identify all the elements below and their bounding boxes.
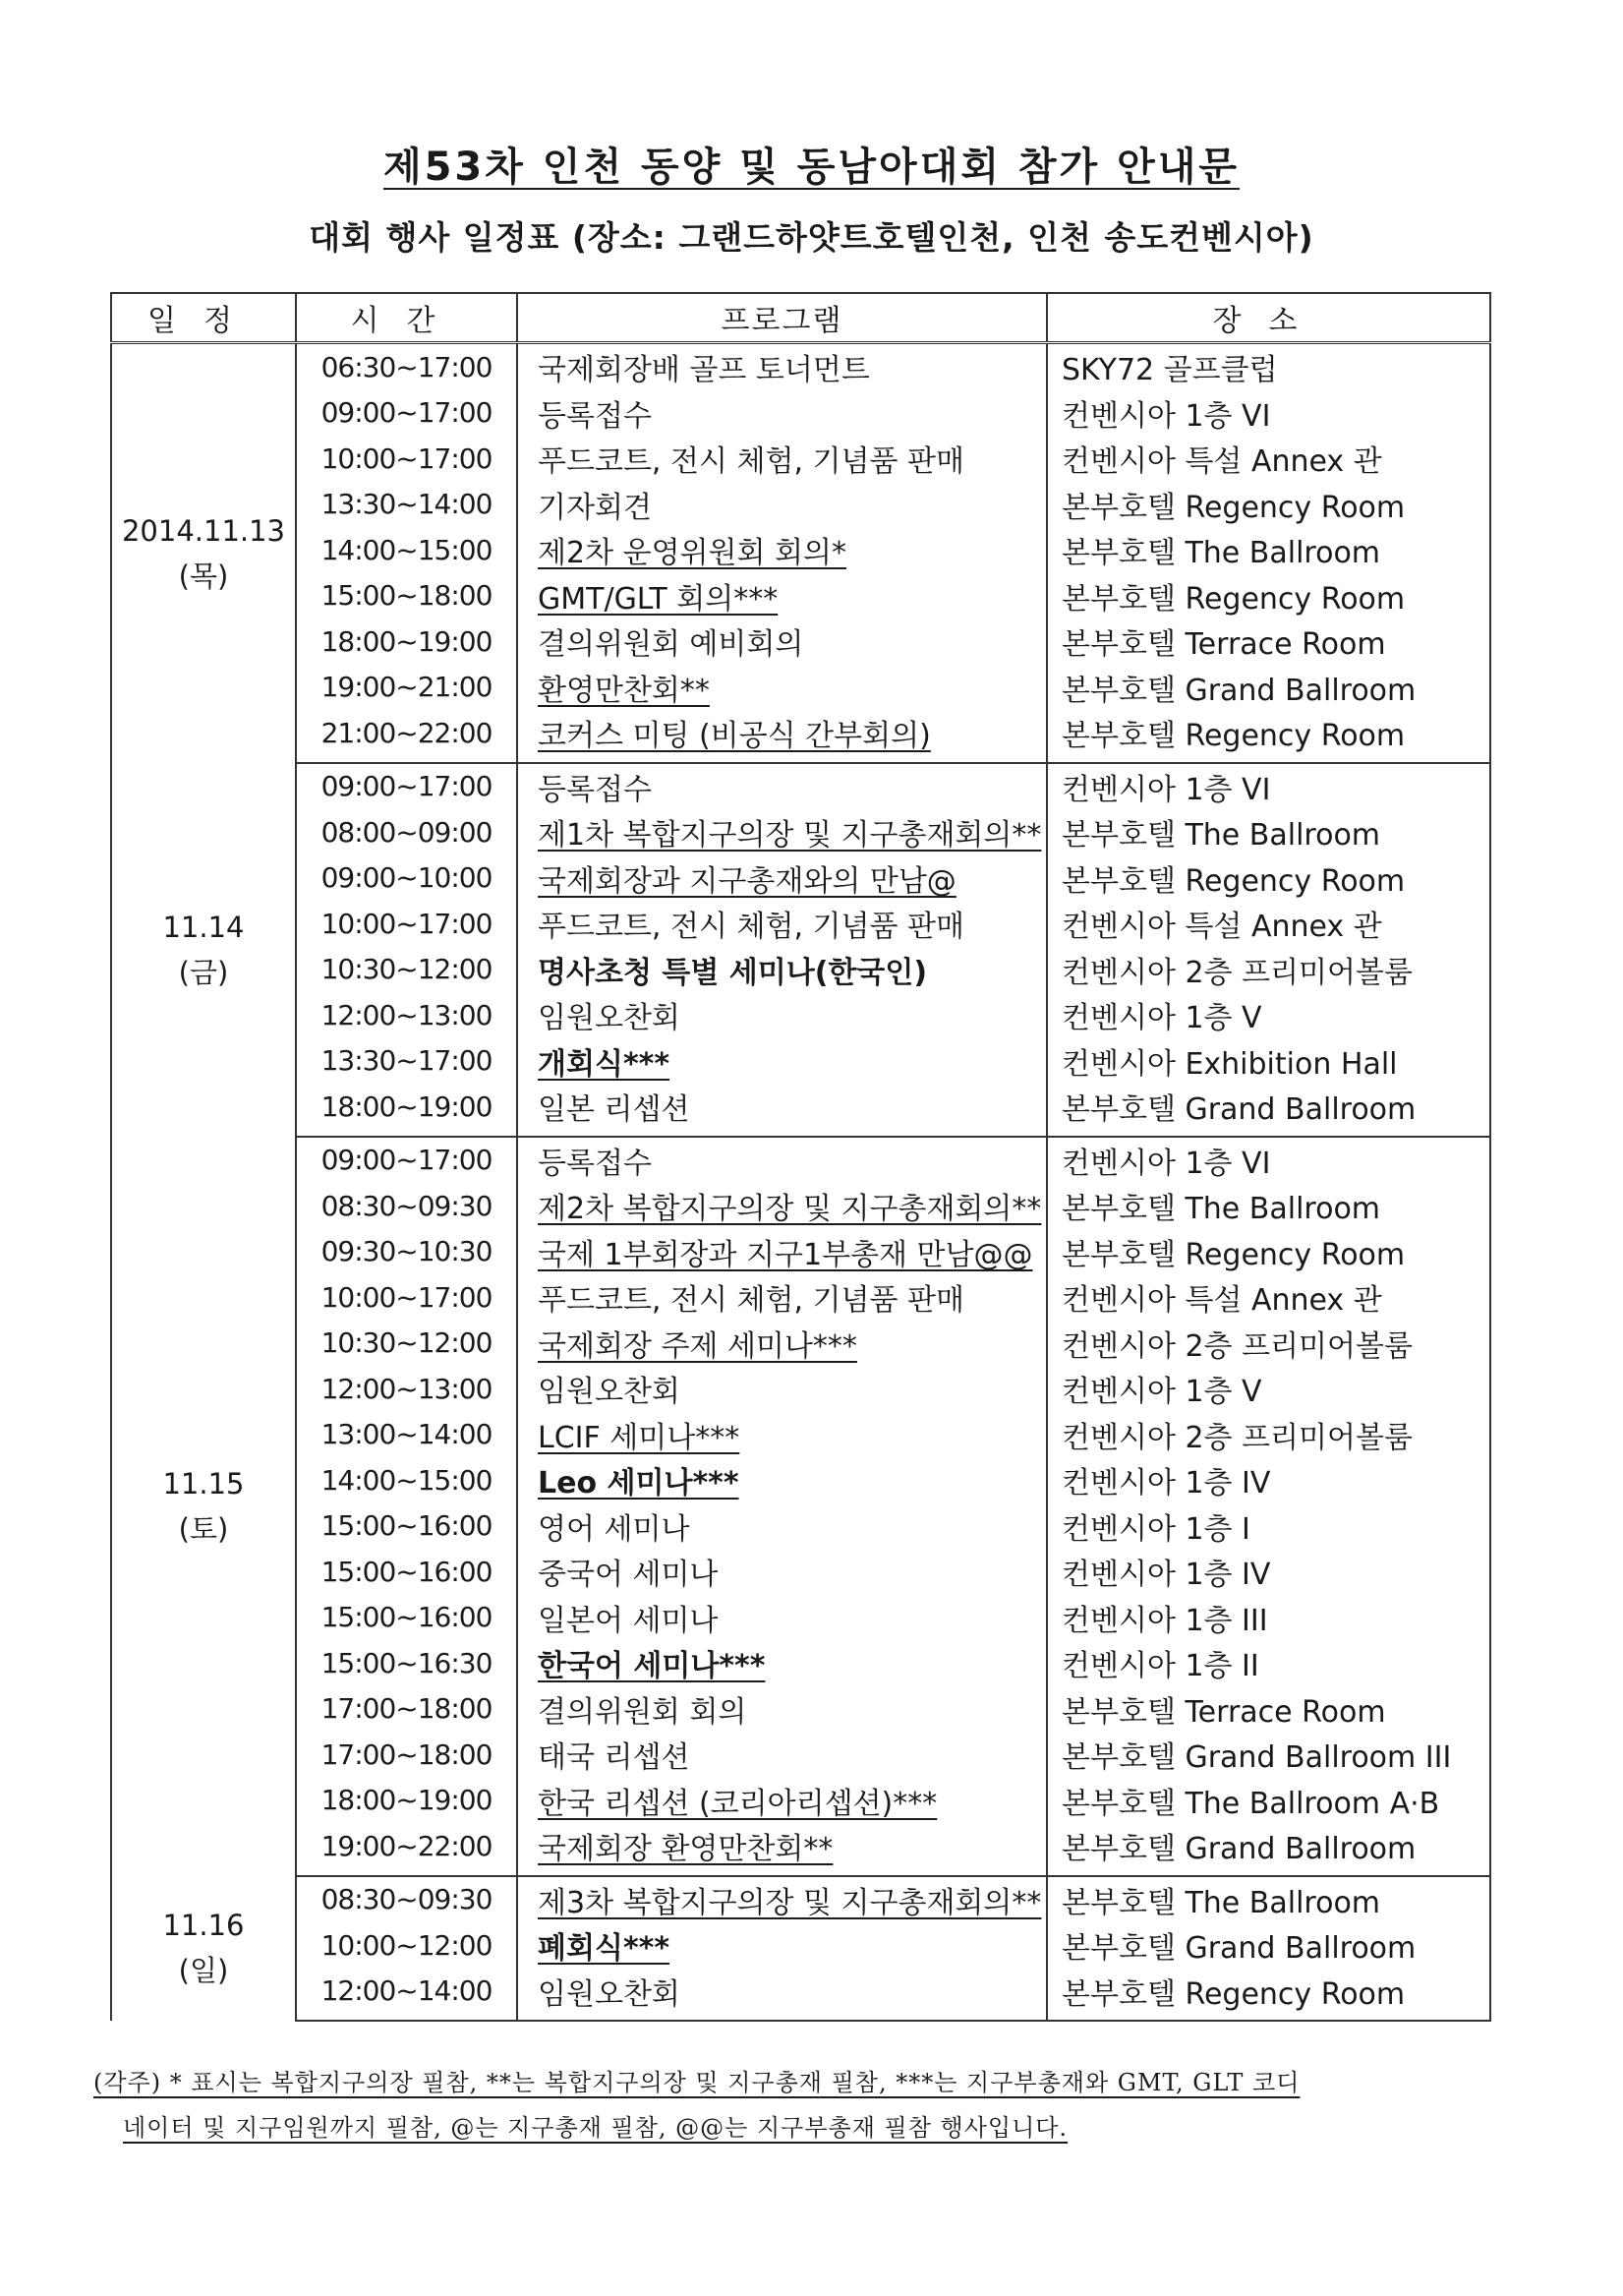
- program-cell: [517, 1229, 1047, 1275]
- place-cell: 본부호텔 Regency Room: [1047, 573, 1490, 619]
- place-cell: 본부호텔 Terrace Room: [1047, 618, 1490, 665]
- program-name: 결의위원회 회의: [538, 1694, 747, 1730]
- time-cell: 10:00~12:00: [296, 1922, 517, 1969]
- program-name: 결의위원회 예비회의: [538, 627, 804, 663]
- time-cell: 15:00~16:00: [296, 1549, 517, 1595]
- date-cell: [111, 763, 296, 1137]
- place-cell: 컨벤시아 1층 II: [1047, 1640, 1490, 1686]
- place-cell: 본부호텔 Grand Ballroom: [1047, 1084, 1490, 1137]
- place-cell: 컨벤시아 특설 Annex 관: [1047, 436, 1490, 482]
- table-row: [111, 1595, 1490, 1641]
- document-subtitle: 대회 행사 일정표 (장소: 그랜드하얏트호텔인천, 인천 송도컨벤시아): [309, 218, 1314, 257]
- program-name: 임원오찬회: [538, 1375, 680, 1410]
- program-cell: [517, 1640, 1047, 1686]
- program-name: 제2차 운영위원회 회의*: [538, 536, 846, 571]
- program-cell: [517, 1084, 1047, 1137]
- program-name: 국제회장 주제 세미나***: [538, 1328, 857, 1364]
- schedule-day-group: [111, 1137, 1490, 1876]
- program-cell: [517, 1183, 1047, 1229]
- program-name: 태국 리셉션: [538, 1740, 690, 1776]
- time-cell: 12:00~13:00: [296, 1366, 517, 1412]
- program-cell: [517, 665, 1047, 711]
- time-cell: 10:30~12:00: [296, 947, 517, 993]
- place-cell: 본부호텔 Grand Ballroom: [1047, 665, 1490, 711]
- time-cell: 15:00~16:30: [296, 1640, 517, 1686]
- place-cell: SKY72 골프클럽: [1047, 343, 1490, 390]
- footnote: [93, 2060, 1529, 2150]
- time-cell: 08:30~09:30: [296, 1876, 517, 1923]
- table-row: [111, 947, 1490, 993]
- table-row: [111, 1922, 1490, 1969]
- program-cell: [517, 901, 1047, 947]
- place-cell: 본부호텔 Regency Room: [1047, 855, 1490, 902]
- program-cell: [517, 1686, 1047, 1733]
- table-row: [111, 1457, 1490, 1503]
- program-name: 푸드코트, 전시 체험, 기념품 판매: [538, 910, 964, 945]
- table-row: [111, 390, 1490, 437]
- program-cell: [517, 482, 1047, 528]
- time-cell: 18:00~19:00: [296, 618, 517, 665]
- program-name: 코커스 미팅 (비공식 간부회의): [538, 719, 931, 754]
- table-row: [111, 901, 1490, 947]
- program-name: 국제회장배 골프 토너먼트: [538, 353, 870, 388]
- footnote-line-2: 네이터 및 지구임원까지 필참, @는 지구총재 필참, @@는 지구부총재 필참 행사입니다.: [123, 2114, 1069, 2142]
- place-cell: 컨벤시아 1층 IV: [1047, 1457, 1490, 1503]
- place-cell: 컨벤시아 1층 VI: [1047, 390, 1490, 437]
- place-cell: 컨벤시아 1층 III: [1047, 1595, 1490, 1641]
- schedule-day-group: [111, 763, 1490, 1137]
- place-cell: 컨벤시아 2층 프리미어볼룸: [1047, 1412, 1490, 1458]
- program-cell: [517, 1969, 1047, 2022]
- program-name: 한국어 세미나***: [538, 1649, 766, 1684]
- time-cell: 19:00~22:00: [296, 1823, 517, 1876]
- table-row: [111, 1038, 1490, 1085]
- program-cell: [517, 809, 1047, 855]
- date-cell: [111, 1876, 296, 2022]
- table-row: [111, 1732, 1490, 1778]
- program-name: 영어 세미나: [538, 1511, 690, 1547]
- footnote-line-1: (각주) * 표시는 복합지구의장 필참, **는 복합지구의장 및 지구총재 필참, ***는 지구부총재와 GMT, GLT 코디: [93, 2069, 1301, 2096]
- schedule-day-group: [111, 1876, 1490, 2022]
- table-row: [111, 1137, 1490, 1184]
- time-cell: 13:30~17:00: [296, 1038, 517, 1085]
- table-row: [111, 992, 1490, 1038]
- table-row: [111, 1969, 1490, 2022]
- place-cell: 본부호텔 Regency Room: [1047, 1969, 1490, 2022]
- program-name: 국제회장과 지구총재와의 만남@: [538, 863, 956, 899]
- time-cell: 17:00~18:00: [296, 1686, 517, 1733]
- place-cell: 컨벤시아 2층 프리미어볼룸: [1047, 947, 1490, 993]
- place-cell: 컨벤시아 2층 프리미어볼룸: [1047, 1321, 1490, 1367]
- program-cell: [517, 1457, 1047, 1503]
- program-cell: [517, 763, 1047, 810]
- program-name: 국제 1부회장과 지구1부총재 만남@@: [538, 1237, 1033, 1272]
- time-cell: 09:00~17:00: [296, 763, 517, 810]
- program-cell: [517, 1876, 1047, 1923]
- weekday-value: (일): [178, 1954, 229, 1988]
- table-row: [111, 343, 1490, 390]
- program-name: 임원오찬회: [538, 1001, 680, 1036]
- time-cell: 21:00~22:00: [296, 710, 517, 763]
- program-name: 중국어 세미나: [538, 1558, 719, 1593]
- program-cell: [517, 618, 1047, 665]
- weekday-value: (목): [178, 559, 229, 593]
- program-cell: [517, 343, 1047, 390]
- time-cell: 18:00~19:00: [296, 1778, 517, 1824]
- time-cell: 19:00~21:00: [296, 665, 517, 711]
- program-name: LCIF 세미나***: [538, 1420, 740, 1455]
- place-cell: 컨벤시아 1층 IV: [1047, 1549, 1490, 1595]
- program-name: 명사초청 특별 세미나(한국인): [538, 955, 928, 990]
- place-cell: 컨벤시아 1층 VI: [1047, 763, 1490, 810]
- program-name: 등록접수: [538, 772, 652, 807]
- table-row: [111, 1084, 1490, 1137]
- place-cell: 본부호텔 Regency Room: [1047, 1229, 1490, 1275]
- place-cell: 본부호텔 Regency Room: [1047, 482, 1490, 528]
- time-cell: 09:00~10:00: [296, 855, 517, 902]
- place-cell: 본부호텔 Terrace Room: [1047, 1686, 1490, 1733]
- place-cell: 본부호텔 The Ballroom A·B: [1047, 1778, 1490, 1824]
- program-cell: [517, 1412, 1047, 1458]
- program-cell: [517, 1778, 1047, 1824]
- table-row: [111, 1366, 1490, 1412]
- program-name: 국제회장 환영만찬회**: [538, 1832, 834, 1867]
- program-name: 제3차 복합지구의장 및 지구총재회의**: [538, 1885, 1042, 1920]
- table-row: [111, 573, 1490, 619]
- table-row: [111, 1876, 1490, 1923]
- program-name: GMT/GLT 회의***: [538, 581, 779, 617]
- program-cell: [517, 1366, 1047, 1412]
- place-cell: 본부호텔 The Ballroom: [1047, 1183, 1490, 1229]
- place-cell: 컨벤시아 특설 Annex 관: [1047, 1274, 1490, 1321]
- place-cell: 본부호텔 Regency Room: [1047, 710, 1490, 763]
- time-cell: 10:00~17:00: [296, 436, 517, 482]
- table-row: [111, 1412, 1490, 1458]
- place-cell: 컨벤시아 1층 V: [1047, 1366, 1490, 1412]
- table-row: [111, 527, 1490, 573]
- table-row: [111, 855, 1490, 902]
- time-cell: 13:00~14:00: [296, 1412, 517, 1458]
- table-row: [111, 809, 1490, 855]
- time-cell: 09:30~10:30: [296, 1229, 517, 1275]
- program-cell: [517, 1549, 1047, 1595]
- table-row: [111, 436, 1490, 482]
- time-cell: 18:00~19:00: [296, 1084, 517, 1137]
- program-cell: [517, 710, 1047, 763]
- program-cell: [517, 992, 1047, 1038]
- table-row: [111, 1274, 1490, 1321]
- program-cell: [517, 1038, 1047, 1085]
- table-row: [111, 665, 1490, 711]
- header-time: 시간: [296, 293, 517, 343]
- time-cell: 15:00~16:00: [296, 1503, 517, 1550]
- program-name: 제2차 복합지구의장 및 지구총재회의**: [538, 1192, 1042, 1227]
- place-cell: 컨벤시아 특설 Annex 관: [1047, 901, 1490, 947]
- program-cell: [517, 1922, 1047, 1969]
- place-cell: 컨벤시아 1층 V: [1047, 992, 1490, 1038]
- program-cell: [517, 1503, 1047, 1550]
- program-cell: [517, 855, 1047, 902]
- time-cell: 12:00~13:00: [296, 992, 517, 1038]
- date-value: 11.16: [162, 1909, 245, 1943]
- schedule-day-group: [111, 343, 1490, 763]
- date-value: 11.14: [162, 910, 245, 944]
- place-cell: 본부호텔 Grand Ballroom: [1047, 1922, 1490, 1969]
- place-cell: 컨벤시아 Exhibition Hall: [1047, 1038, 1490, 1085]
- header-place: 장소: [1047, 293, 1490, 343]
- time-cell: 09:00~17:00: [296, 1137, 517, 1184]
- program-name: 등록접수: [538, 398, 652, 434]
- time-cell: 17:00~18:00: [296, 1732, 517, 1778]
- program-name: 환영만찬회**: [538, 673, 710, 708]
- time-cell: 15:00~18:00: [296, 573, 517, 619]
- table-header: [111, 293, 1490, 343]
- table-row: [111, 1229, 1490, 1275]
- table-row: [111, 763, 1490, 810]
- place-cell: 본부호텔 The Ballroom: [1047, 1876, 1490, 1923]
- time-cell: 15:00~16:00: [296, 1595, 517, 1641]
- table-row: [111, 1823, 1490, 1876]
- time-cell: 08:30~09:30: [296, 1183, 517, 1229]
- table-row: [111, 1686, 1490, 1733]
- place-cell: 본부호텔 The Ballroom: [1047, 809, 1490, 855]
- header-date: 일정: [111, 293, 296, 343]
- program-name: 한국 리셉션 (코리아리셉션)***: [538, 1786, 938, 1821]
- time-cell: 09:00~17:00: [296, 390, 517, 437]
- program-cell: [517, 436, 1047, 482]
- table-row: [111, 482, 1490, 528]
- table-row: [111, 618, 1490, 665]
- date-cell: [111, 1137, 296, 1876]
- place-cell: 본부호텔 The Ballroom: [1047, 527, 1490, 573]
- schedule-table: [110, 292, 1491, 2022]
- table-row: [111, 1549, 1490, 1595]
- program-cell: [517, 947, 1047, 993]
- program-name: 일본 리셉션: [538, 1092, 690, 1128]
- time-cell: 10:00~17:00: [296, 1274, 517, 1321]
- date-value: 11.15: [162, 1466, 245, 1501]
- program-name: 폐회식***: [538, 1931, 670, 1967]
- program-name: 푸드코트, 전시 체험, 기념품 판매: [538, 444, 964, 480]
- program-cell: [517, 527, 1047, 573]
- program-name: 등록접수: [538, 1146, 652, 1181]
- document-title: 제53차 인천 동양 및 동남아대회 참가 안내문: [382, 145, 1241, 190]
- weekday-value: (토): [178, 1511, 229, 1546]
- program-name: 개회식***: [538, 1046, 670, 1082]
- program-cell: [517, 573, 1047, 619]
- time-cell: 14:00~15:00: [296, 527, 517, 573]
- time-cell: 06:30~17:00: [296, 343, 517, 390]
- program-cell: [517, 1274, 1047, 1321]
- table-row: [111, 710, 1490, 763]
- program-name: Leo 세미나***: [538, 1466, 739, 1501]
- time-cell: 10:30~12:00: [296, 1321, 517, 1367]
- program-cell: [517, 1321, 1047, 1367]
- time-cell: 08:00~09:00: [296, 809, 517, 855]
- program-name: 푸드코트, 전시 체험, 기념품 판매: [538, 1283, 964, 1319]
- place-cell: 컨벤시아 1층 I: [1047, 1503, 1490, 1550]
- time-cell: 10:00~17:00: [296, 901, 517, 947]
- table-row: [111, 1778, 1490, 1824]
- date-cell: [111, 343, 296, 763]
- program-name: 일본어 세미나: [538, 1603, 719, 1638]
- time-cell: 13:30~14:00: [296, 482, 517, 528]
- time-cell: 12:00~14:00: [296, 1969, 517, 2022]
- table-row: [111, 1183, 1490, 1229]
- place-cell: 본부호텔 Grand Ballroom III: [1047, 1732, 1490, 1778]
- date-value: 2014.11.13: [121, 513, 286, 548]
- table-row: [111, 1321, 1490, 1367]
- program-cell: [517, 1137, 1047, 1184]
- program-cell: [517, 1732, 1047, 1778]
- time-cell: 14:00~15:00: [296, 1457, 517, 1503]
- place-cell: 컨벤시아 1층 VI: [1047, 1137, 1490, 1184]
- program-name: 기자회견: [538, 490, 652, 525]
- place-cell: 본부호텔 Grand Ballroom: [1047, 1823, 1490, 1876]
- program-cell: [517, 390, 1047, 437]
- header-program: 프로그램: [517, 293, 1047, 343]
- table-row: [111, 1640, 1490, 1686]
- table-row: [111, 1503, 1490, 1550]
- program-cell: [517, 1823, 1047, 1876]
- program-cell: [517, 1595, 1047, 1641]
- program-name: 임원오찬회: [538, 1976, 680, 2012]
- program-name: 제1차 복합지구의장 및 지구총재회의**: [538, 818, 1042, 854]
- weekday-value: (금): [178, 955, 229, 989]
